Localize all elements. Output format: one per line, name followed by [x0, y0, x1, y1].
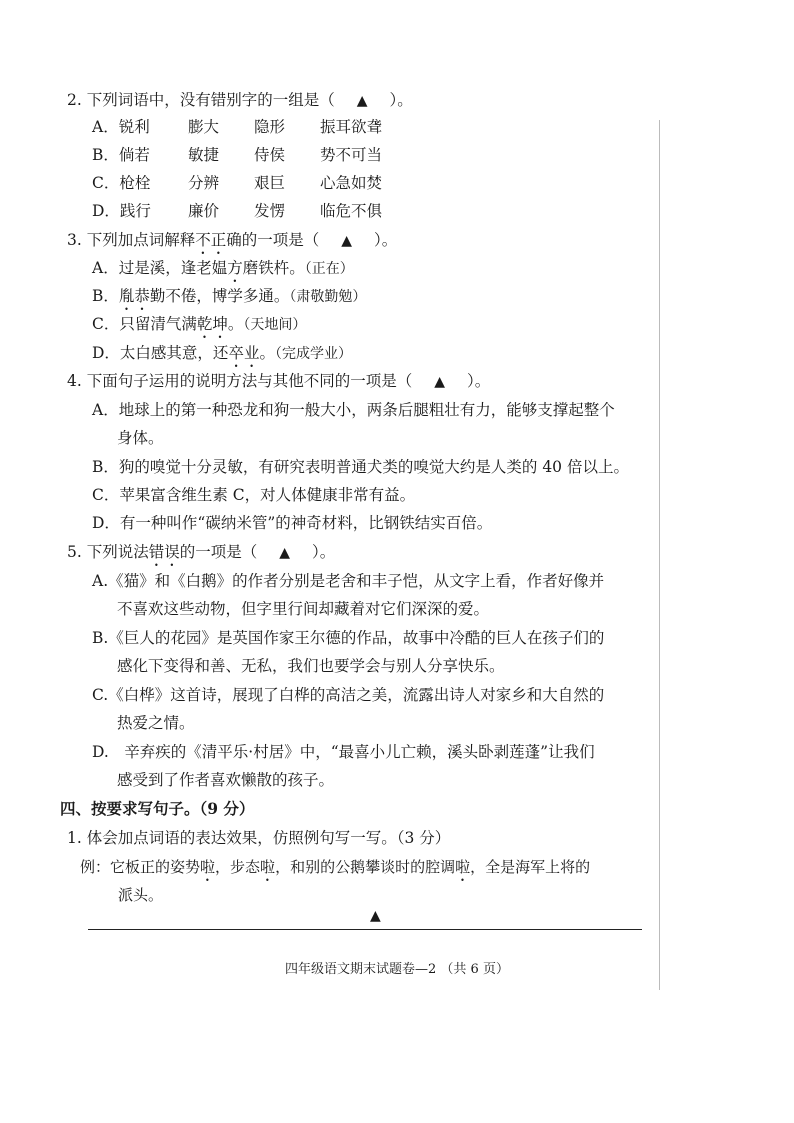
answer-blank-mark: ▲ — [341, 233, 353, 249]
q5-option-c-cont: 热爱之情。 — [117, 714, 195, 732]
answer-blank-mark: ▲ — [279, 545, 291, 561]
q5-option-b-cont: 感化下变得和善、无私，我们也要学会与别人分享快乐。 — [117, 657, 505, 675]
q4-option-a-cont: 身体。 — [117, 429, 164, 447]
s4-q1-stem: 1. 体会加点词语的表达效果，仿照例句写一写。（3 分） — [67, 829, 451, 847]
q2-option-b: B．倘若 敏捷 侍侯 势不可当 — [92, 146, 383, 164]
s4-example-cont: 派头。 — [118, 886, 164, 904]
answer-blank-mark: ▲ — [434, 374, 445, 390]
answer-line-mark: ▲ — [370, 908, 381, 924]
q5-option-d: D. 辛弃疾的《清平乐·村居》中，“最喜小儿亡赖，溪头卧剥莲蓬”让我们 — [92, 743, 595, 761]
q3-option-d: D．太白感其意，还卒业。（完成学业） — [92, 344, 352, 362]
section-4-title: 四、按要求写句子。（9 分） — [60, 799, 255, 818]
q4-option-d: D．有一种叫作“碳纳米管”的神奇材料，比钢铁结实百倍。 — [92, 514, 493, 532]
q2-option-c: C．枪栓 分辨 艰巨 心急如焚 — [92, 174, 383, 192]
answer-line — [88, 929, 642, 930]
q4-stem: 4. 下面句子运用的说明方法与其他不同的一项是（ ▲ ）。 — [67, 372, 491, 390]
q3-stem: 3. 下列加点词解释不正确的一项是（ ▲ ）。 — [67, 231, 398, 249]
q3-option-a: A．过是溪，逢老媪方磨铁杵。（正在） — [92, 259, 354, 277]
q5-option-c: C.《白桦》这首诗，展现了白桦的高洁之美，流露出诗人对家乡和大自然的 — [92, 686, 605, 704]
q5-stem: 5. 下列说法错误的一项是（ ▲ ）。 — [67, 543, 336, 561]
q4-option-b: B．狗的嗅觉十分灵敏，有研究表明普通犬类的嗅觉大约是人类的 40 倍以上。 — [92, 458, 629, 476]
q2-option-d: D．践行 廉价 发愣 临危不俱 — [92, 202, 383, 220]
q5-option-a: A.《猫》和《白鹅》的作者分别是老舍和丰子恺，从文字上看，作者好像并 — [92, 572, 605, 590]
scan-edge-line — [659, 120, 660, 990]
answer-blank-mark: ▲ — [356, 93, 368, 109]
q2-option-a: A．锐利 膨大 隐形 振耳欲聋 — [92, 118, 383, 136]
q3-option-b: B．胤恭勤不倦，博学多通。（肃敬勤勉） — [92, 287, 367, 305]
q5-option-b: B.《巨人的花园》是英国作家王尔德的作品，故事中冷酷的巨人在孩子们的 — [92, 629, 605, 647]
q5-option-a-cont: 不喜欢这些动物，但字里行间却藏着对它们深深的爱。 — [117, 600, 490, 618]
q2-stem: 2. 下列词语中，没有错别字的一组是（ ▲ ）。 — [67, 91, 413, 109]
q3-option-c: C．只留清气满乾坤。（天地间） — [92, 315, 307, 333]
q4-option-a: A．地球上的第一种恐龙和狗一般大小，两条后腿粗壮有力，能够支撑起整个 — [92, 401, 615, 419]
q5-option-d-cont: 感受到了作者喜欢懒散的孩子。 — [117, 771, 335, 789]
page-footer: 四年级语文期末试题卷—2 （共 6 页） — [285, 962, 509, 977]
s4-example: 例：它板正的姿势啦，步态啦，和别的公鹅攀谈时的腔调啦，全是海军上将的 — [80, 858, 591, 876]
q4-option-c: C．苹果富含维生素 C，对人体健康非常有益。 — [92, 486, 416, 504]
